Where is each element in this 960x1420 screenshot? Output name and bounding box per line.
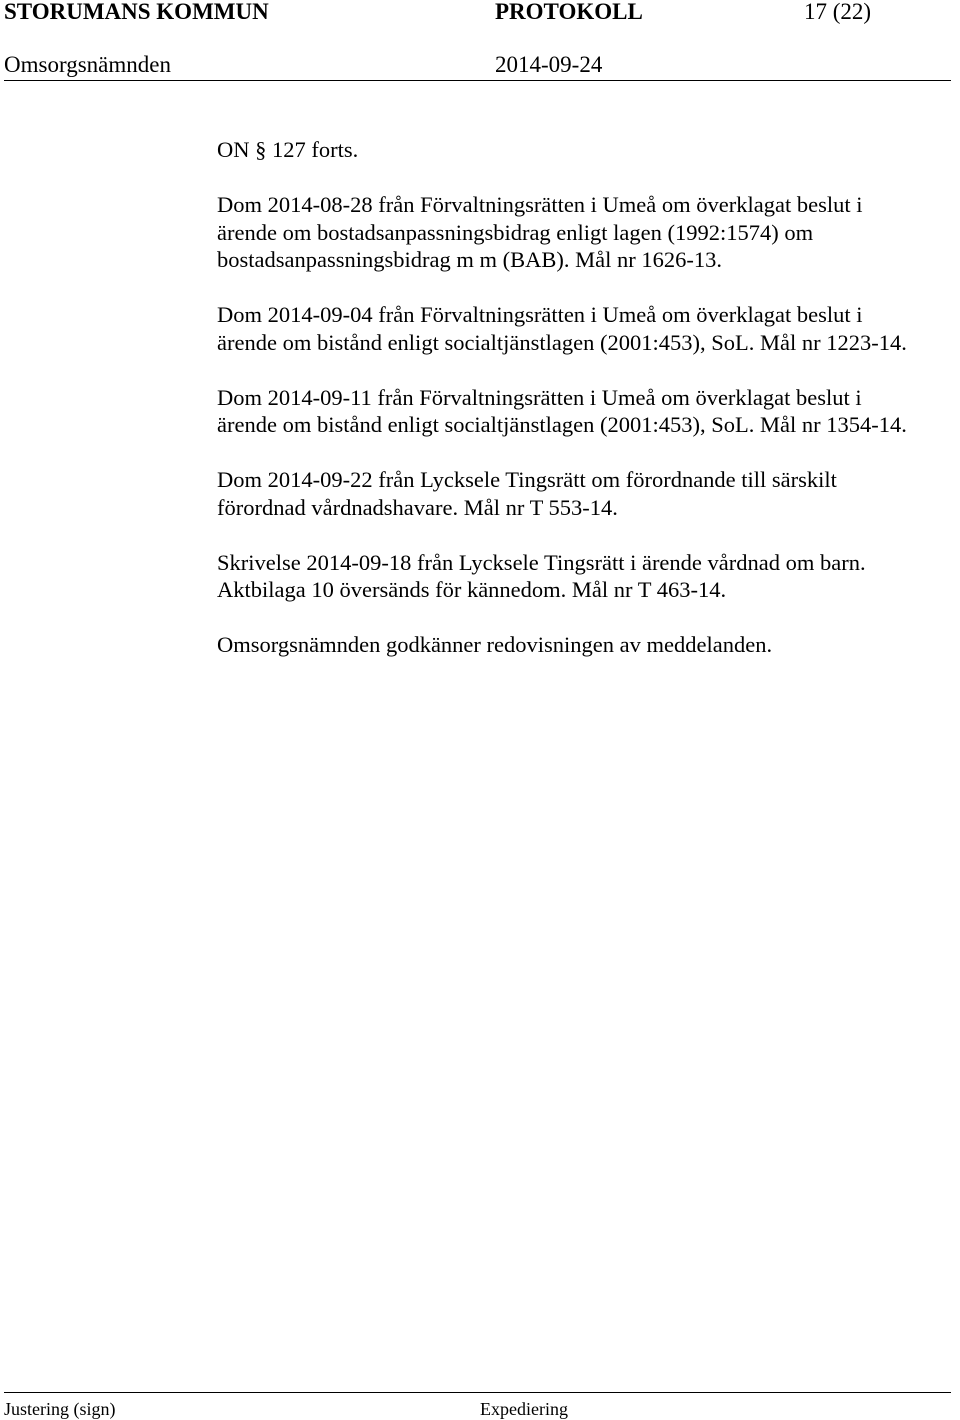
footer-divider — [4, 1392, 951, 1393]
decision-item: Skrivelse 2014-09-18 från Lycksele Tingsrätt i ärende vårdnad om barn. Aktbilaga 10 översänds för kännedom. Mål nr T 463-14. — [217, 549, 866, 602]
committee-name: Omsorgsnämnden — [4, 52, 171, 77]
decision-item: Dom 2014-09-22 från Lycksele Tingsrätt om förordnande till särskilt förordnad vårdnadshavare. Mål nr T 553-14. — [217, 467, 837, 520]
dispatch-label: Expediering — [480, 1399, 568, 1419]
header-divider — [4, 80, 951, 81]
decision-item: Dom 2014-09-04 från Förvaltningsrätten i Umeå om överklagat beslut i ärende om bistånd enligt socialtjänstlagen (2001:453), SoL. Mål nr 1223-14. — [217, 302, 907, 355]
municipality-name: STORUMANS KOMMUN — [4, 0, 269, 24]
section-reference: ON § 127 forts. — [217, 137, 359, 162]
decision-item: Dom 2014-08-28 från Förvaltningsrätten i Umeå om överklagat beslut i ärende om bostadsanpassningsbidrag enligt lagen (1992:1574) om bostadsanpassningsbidrag m m (BAB). Mål nr 1626-13. — [217, 192, 863, 272]
document-type: PROTOKOLL — [495, 0, 643, 24]
signature-label: Justering (sign) — [4, 1399, 116, 1419]
meeting-date: 2014-09-24 — [495, 52, 603, 77]
conclusion-text: Omsorgsnämnden godkänner redovisningen av meddelanden. — [217, 632, 773, 657]
page-number: 17 (22) — [804, 0, 872, 24]
protocol-content — [217, 136, 917, 659]
decision-item: Dom 2014-09-11 från Förvaltningsrätten i Umeå om överklagat beslut i ärende om bistånd enligt socialtjänstlagen (2001:453), SoL. Mål nr 1354-14. — [217, 384, 907, 437]
